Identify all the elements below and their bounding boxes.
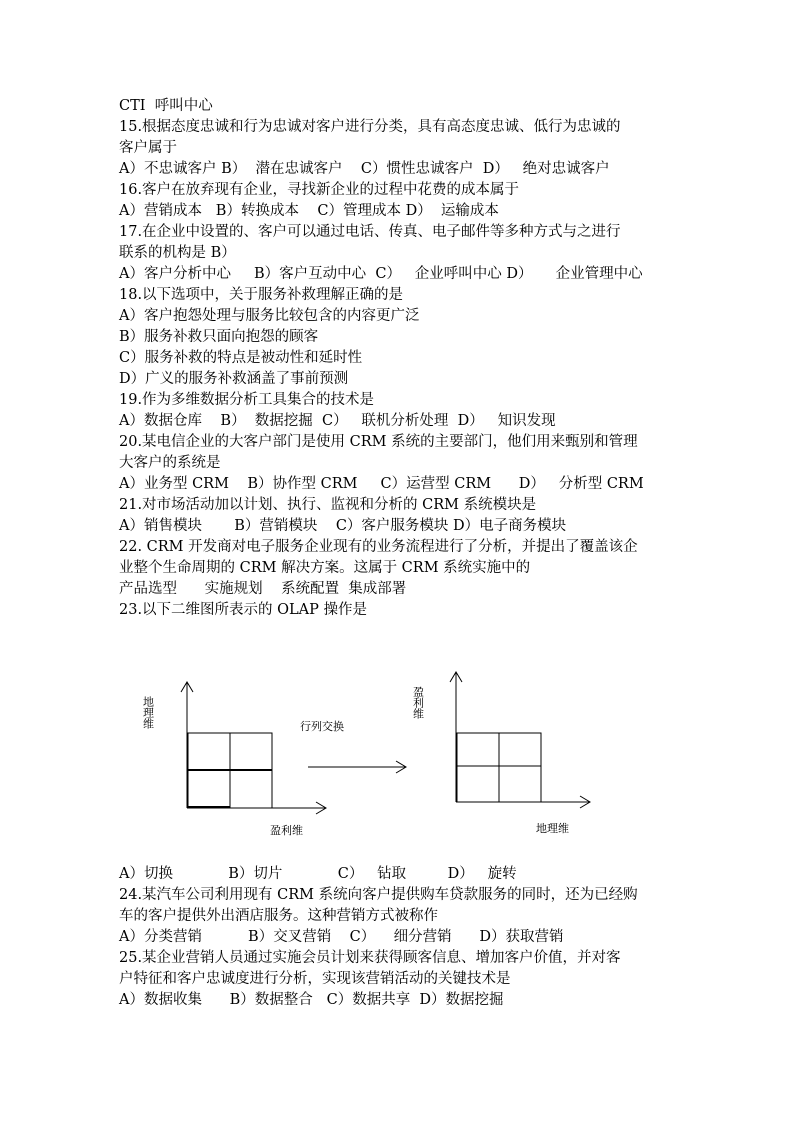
pivot-arrow — [308, 761, 406, 773]
options-21: A）销售模块 B）营销模块 C）客户服务模块 D）电子商务模块 — [119, 518, 567, 534]
question-23: 23.以下二维图所表示的 OLAP 操作是 — [119, 602, 368, 618]
options-25: A）数据收集 B）数据整合 C）数据共享 D）数据挖掘 — [119, 992, 504, 1008]
text-line: 联系的机构是 B） — [119, 245, 236, 261]
question-15: 15.根据态度忠诚和行为忠诚对客户进行分类，具有高态度忠诚、低行为忠诚的 — [119, 119, 621, 135]
options-17: A）客户分析中心 B）客户互动中心 C） 企业呼叫中心 D） 企业管理中心 — [119, 266, 643, 282]
olap-pivot-diagram — [120, 660, 600, 850]
text-line: 业整个生命周期的 CRM 解决方案。这属于 CRM 系统实施中的 — [119, 560, 531, 576]
question-18: 18.以下选项中，关于服务补救理解正确的是 — [119, 287, 404, 303]
question-21: 21.对市场活动加以计划、执行、监视和分析的 CRM 系统模块是 — [119, 497, 537, 513]
question-20: 20.某电信企业的大客户部门是使用 CRM 系统的主要部门，他们用来甄别和管理 — [119, 434, 638, 450]
options-23: A）切换 B）切片 C） 钻取 D） 旋转 — [119, 866, 517, 882]
question-22: 22. CRM 开发商对电子服务企业现有的业务流程进行了分析，并提出了覆盖该企 — [119, 539, 638, 555]
options-19: A）数据仓库 B） 数据挖掘 C） 联机分析处理 D） 知识发现 — [119, 413, 556, 429]
left-y-axis-label: 地理维 — [141, 696, 155, 729]
options-20: A）业务型 CRM B）协作型 CRM C）运营型 CRM D） 分析型 CRM — [119, 476, 644, 492]
options-24: A）分类营销 B）交叉营销 C） 细分营销 D）获取营销 — [119, 929, 564, 945]
options-16: A）营销成本 B）转换成本 C）管理成本 D） 运输成本 — [119, 203, 499, 219]
left-grid — [188, 733, 272, 808]
text-line: 大客户的系统是 — [119, 455, 221, 471]
text-line: 客户属于 — [119, 140, 177, 156]
right-x-axis-label: 地理维 — [536, 822, 569, 835]
option-a-18: A）客户抱怨处理与服务比较包含的内容更广泛 — [119, 308, 420, 324]
text-line: 车的客户提供外出酒店服务。这种营销方式被称作 — [119, 908, 438, 924]
question-24: 24.某汽车公司利用现有 CRM 系统向客户提供购车贷款服务的同时，还为已经购 — [119, 887, 638, 903]
pivot-arrow-label: 行列交换 — [300, 720, 344, 733]
question-17: 17.在企业中设置的、客户可以通过电话、传真、电子邮件等多种方式与之进行 — [119, 224, 621, 240]
right-grid — [457, 733, 541, 802]
text-line: 户特征和客户忠诚度进行分析，实现该营销活动的关键技术是 — [119, 971, 511, 987]
option-d-18: D）广义的服务补救涵盖了事前预测 — [119, 371, 349, 387]
question-19: 19.作为多维数据分析工具集合的技术是 — [119, 392, 375, 408]
options-15: A）不忠诚客户 B） 潜在忠诚客户 C）惯性忠诚客户 D） 绝对忠诚客户 — [119, 161, 610, 177]
question-16: 16.客户在放弃现有企业，寻找新企业的过程中花费的成本属于 — [119, 182, 520, 198]
right-y-axis-label: 盈利维 — [411, 686, 425, 719]
options-22: 产品选型 实施规划 系统配置 集成部署 — [119, 581, 407, 597]
option-b-18: B）服务补救只面向抱怨的顾客 — [119, 329, 319, 345]
option-c-18: C）服务补救的特点是被动性和延时性 — [119, 350, 363, 366]
right-axes — [450, 672, 590, 808]
question-25: 25.某企业营销人员通过实施会员计划来获得顾客信息、增加客户价值，并对客 — [119, 950, 621, 966]
left-x-axis-label: 盈利维 — [270, 824, 303, 837]
text-line: CTI 呼叫中心 — [119, 98, 213, 114]
left-axes — [181, 682, 326, 814]
